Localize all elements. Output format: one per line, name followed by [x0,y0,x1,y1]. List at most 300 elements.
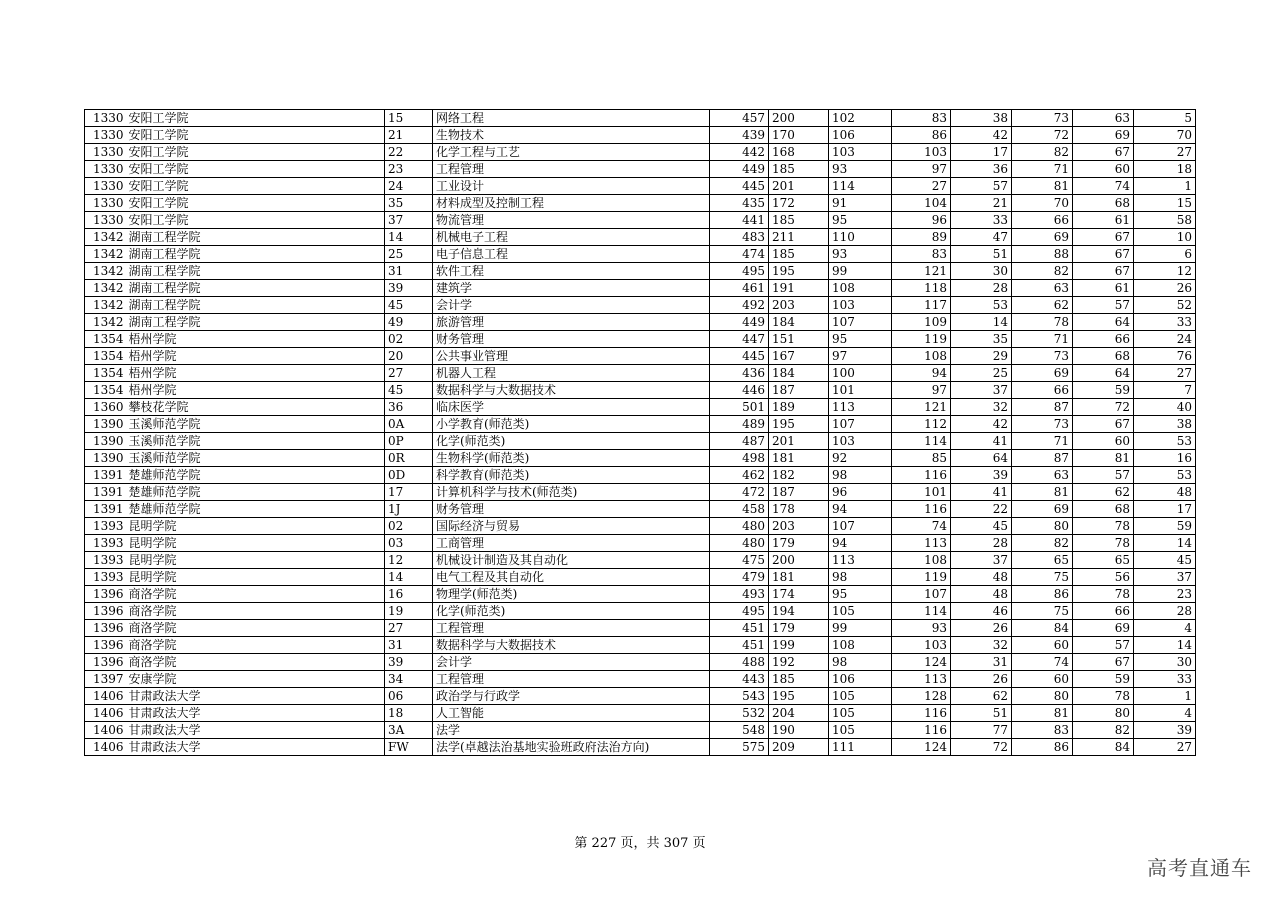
col-score-e-cell: 62 [1012,297,1073,314]
col-score-a-cell: 190 [769,722,829,739]
col-score-e-cell: 66 [1012,212,1073,229]
col-score-e-cell: 81 [1012,484,1073,501]
school-name-cell: 梧州学院 [127,382,385,399]
col-score-c-cell: 89 [892,229,951,246]
major-code-cell: 25 [385,246,433,263]
total-score-cell: 498 [710,450,769,467]
col-score-b-cell: 101 [829,382,892,399]
col-score-b-cell: 96 [829,484,892,501]
col-count-cell: 16 [1134,450,1196,467]
col-score-b-cell: 107 [829,416,892,433]
col-count-cell: 4 [1134,705,1196,722]
table-row [85,178,1196,195]
major-name-cell: 材料成型及控制工程 [433,195,710,212]
col-score-e-cell: 69 [1012,229,1073,246]
table-row [85,314,1196,331]
col-score-f-cell: 67 [1073,246,1134,263]
table-row [85,433,1196,450]
col-score-b-cell: 107 [829,518,892,535]
col-score-d-cell: 36 [951,161,1012,178]
col-score-d-cell: 26 [951,671,1012,688]
col-score-b-cell: 113 [829,552,892,569]
col-score-d-cell: 30 [951,263,1012,280]
col-score-c-cell: 74 [892,518,951,535]
col-score-b-cell: 94 [829,535,892,552]
total-score-cell: 445 [710,348,769,365]
col-score-b-cell: 106 [829,671,892,688]
major-name-cell: 工商管理 [433,535,710,552]
col-score-a-cell: 170 [769,127,829,144]
col-score-e-cell: 82 [1012,263,1073,280]
school-name-cell: 甘肃政法大学 [127,739,385,756]
col-score-c-cell: 124 [892,654,951,671]
col-score-e-cell: 87 [1012,450,1073,467]
school-code-cell: 1354 [85,331,127,348]
col-score-e-cell: 74 [1012,654,1073,671]
total-score-cell: 439 [710,127,769,144]
col-count-cell: 14 [1134,535,1196,552]
col-score-a-cell: 194 [769,603,829,620]
major-code-cell: 39 [385,280,433,297]
school-name-cell: 商洛学院 [127,637,385,654]
col-score-b-cell: 105 [829,688,892,705]
major-name-cell: 数据科学与大数据技术 [433,637,710,654]
major-code-cell: 20 [385,348,433,365]
school-name-cell: 安阳工学院 [127,178,385,195]
school-name-cell: 湖南工程学院 [127,297,385,314]
major-code-cell: 16 [385,586,433,603]
col-count-cell: 70 [1134,127,1196,144]
col-score-b-cell: 100 [829,365,892,382]
col-score-b-cell: 98 [829,654,892,671]
school-name-cell: 商洛学院 [127,654,385,671]
col-score-d-cell: 77 [951,722,1012,739]
major-code-cell: 02 [385,518,433,535]
col-score-a-cell: 167 [769,348,829,365]
col-score-c-cell: 101 [892,484,951,501]
table-row [85,552,1196,569]
col-score-a-cell: 185 [769,161,829,178]
school-code-cell: 1406 [85,739,127,756]
col-score-f-cell: 69 [1073,620,1134,637]
table-row [85,331,1196,348]
col-score-a-cell: 201 [769,178,829,195]
col-score-e-cell: 83 [1012,722,1073,739]
table-row [85,246,1196,263]
school-code-cell: 1342 [85,263,127,280]
col-score-c-cell: 116 [892,467,951,484]
col-score-d-cell: 28 [951,535,1012,552]
major-name-cell: 机械电子工程 [433,229,710,246]
col-score-f-cell: 72 [1073,399,1134,416]
major-code-cell: 23 [385,161,433,178]
col-score-c-cell: 83 [892,246,951,263]
school-code-cell: 1393 [85,535,127,552]
col-score-f-cell: 68 [1073,195,1134,212]
total-score-cell: 474 [710,246,769,263]
col-score-b-cell: 103 [829,433,892,450]
table-row [85,450,1196,467]
col-score-d-cell: 62 [951,688,1012,705]
total-score-cell: 451 [710,637,769,654]
col-score-a-cell: 200 [769,552,829,569]
col-count-cell: 15 [1134,195,1196,212]
table-row [85,484,1196,501]
col-score-f-cell: 78 [1073,518,1134,535]
col-score-e-cell: 69 [1012,365,1073,382]
table-row [85,637,1196,654]
col-score-c-cell: 27 [892,178,951,195]
col-score-d-cell: 42 [951,127,1012,144]
col-count-cell: 33 [1134,671,1196,688]
school-code-cell: 1390 [85,433,127,450]
col-score-c-cell: 121 [892,399,951,416]
total-score-cell: 462 [710,467,769,484]
col-score-f-cell: 80 [1073,705,1134,722]
school-code-cell: 1393 [85,552,127,569]
col-score-c-cell: 117 [892,297,951,314]
table-row [85,144,1196,161]
col-score-f-cell: 67 [1073,263,1134,280]
col-count-cell: 27 [1134,365,1196,382]
col-score-d-cell: 38 [951,110,1012,127]
total-score-cell: 449 [710,161,769,178]
school-name-cell: 商洛学院 [127,586,385,603]
col-score-c-cell: 104 [892,195,951,212]
table-row [85,127,1196,144]
table-row [85,722,1196,739]
col-score-f-cell: 68 [1073,501,1134,518]
col-score-c-cell: 97 [892,382,951,399]
major-code-cell: 37 [385,212,433,229]
col-score-f-cell: 78 [1073,688,1134,705]
table-row [85,280,1196,297]
major-code-cell: 12 [385,552,433,569]
school-name-cell: 湖南工程学院 [127,263,385,280]
col-score-d-cell: 33 [951,212,1012,229]
school-name-cell: 楚雄师范学院 [127,484,385,501]
school-code-cell: 1342 [85,297,127,314]
table-row [85,535,1196,552]
col-score-f-cell: 62 [1073,484,1134,501]
col-score-a-cell: 200 [769,110,829,127]
school-name-cell: 玉溪师范学院 [127,416,385,433]
table-row [85,348,1196,365]
col-count-cell: 45 [1134,552,1196,569]
major-name-cell: 国际经济与贸易 [433,518,710,535]
major-name-cell: 物理学(师范类) [433,586,710,603]
col-score-d-cell: 53 [951,297,1012,314]
col-count-cell: 27 [1134,739,1196,756]
col-score-b-cell: 95 [829,586,892,603]
school-name-cell: 楚雄师范学院 [127,467,385,484]
col-score-f-cell: 64 [1073,314,1134,331]
col-count-cell: 1 [1134,688,1196,705]
major-name-cell: 化学(师范类) [433,433,710,450]
major-code-cell: 18 [385,705,433,722]
col-score-a-cell: 187 [769,382,829,399]
school-name-cell: 甘肃政法大学 [127,705,385,722]
col-score-f-cell: 60 [1073,433,1134,450]
col-score-f-cell: 67 [1073,229,1134,246]
col-score-f-cell: 74 [1073,178,1134,195]
col-score-d-cell: 47 [951,229,1012,246]
col-score-e-cell: 86 [1012,739,1073,756]
school-code-cell: 1330 [85,144,127,161]
col-score-d-cell: 42 [951,416,1012,433]
col-score-e-cell: 81 [1012,705,1073,722]
school-name-cell: 湖南工程学院 [127,246,385,263]
col-score-e-cell: 75 [1012,569,1073,586]
total-score-cell: 501 [710,399,769,416]
col-score-b-cell: 103 [829,144,892,161]
col-score-e-cell: 69 [1012,501,1073,518]
col-score-b-cell: 106 [829,127,892,144]
col-count-cell: 59 [1134,518,1196,535]
col-score-a-cell: 178 [769,501,829,518]
school-code-cell: 1393 [85,569,127,586]
col-score-e-cell: 82 [1012,535,1073,552]
col-score-b-cell: 105 [829,705,892,722]
col-count-cell: 18 [1134,161,1196,178]
school-name-cell: 梧州学院 [127,331,385,348]
col-score-e-cell: 65 [1012,552,1073,569]
col-count-cell: 28 [1134,603,1196,620]
col-score-f-cell: 67 [1073,144,1134,161]
col-score-c-cell: 103 [892,144,951,161]
school-code-cell: 1330 [85,195,127,212]
total-score-cell: 479 [710,569,769,586]
col-score-d-cell: 48 [951,569,1012,586]
admission-score-table [84,109,1196,756]
col-score-c-cell: 94 [892,365,951,382]
col-score-a-cell: 181 [769,569,829,586]
col-score-a-cell: 184 [769,365,829,382]
col-score-e-cell: 75 [1012,603,1073,620]
total-score-cell: 532 [710,705,769,722]
col-score-a-cell: 195 [769,416,829,433]
col-score-a-cell: 179 [769,620,829,637]
col-score-c-cell: 124 [892,739,951,756]
watermark-logo: 高考直通车 [1147,856,1252,880]
major-code-cell: 0D [385,467,433,484]
total-score-cell: 436 [710,365,769,382]
school-code-cell: 1330 [85,110,127,127]
school-name-cell: 昆明学院 [127,552,385,569]
school-code-cell: 1397 [85,671,127,688]
col-score-c-cell: 107 [892,586,951,603]
col-score-b-cell: 98 [829,569,892,586]
total-score-cell: 575 [710,739,769,756]
school-name-cell: 攀枝花学院 [127,399,385,416]
school-code-cell: 1354 [85,348,127,365]
school-name-cell: 安阳工学院 [127,144,385,161]
col-score-a-cell: 191 [769,280,829,297]
school-name-cell: 昆明学院 [127,569,385,586]
school-code-cell: 1396 [85,603,127,620]
col-score-e-cell: 73 [1012,416,1073,433]
school-code-cell: 1342 [85,246,127,263]
school-name-cell: 昆明学院 [127,535,385,552]
school-name-cell: 湖南工程学院 [127,280,385,297]
col-score-c-cell: 116 [892,705,951,722]
total-score-cell: 548 [710,722,769,739]
table-row [85,671,1196,688]
col-count-cell: 39 [1134,722,1196,739]
col-score-c-cell: 113 [892,671,951,688]
school-code-cell: 1342 [85,229,127,246]
total-score-cell: 435 [710,195,769,212]
major-name-cell: 会计学 [433,297,710,314]
col-count-cell: 58 [1134,212,1196,229]
col-score-e-cell: 73 [1012,110,1073,127]
col-score-d-cell: 41 [951,484,1012,501]
school-name-cell: 玉溪师范学院 [127,433,385,450]
col-score-f-cell: 68 [1073,348,1134,365]
major-code-cell: 03 [385,535,433,552]
school-code-cell: 1390 [85,450,127,467]
school-code-cell: 1360 [85,399,127,416]
col-score-e-cell: 63 [1012,467,1073,484]
col-score-f-cell: 57 [1073,637,1134,654]
table-row [85,501,1196,518]
col-score-a-cell: 181 [769,450,829,467]
major-code-cell: 1J [385,501,433,518]
table-row [85,586,1196,603]
col-score-e-cell: 72 [1012,127,1073,144]
col-score-e-cell: 80 [1012,518,1073,535]
col-score-b-cell: 107 [829,314,892,331]
school-code-cell: 1391 [85,484,127,501]
major-code-cell: 02 [385,331,433,348]
col-score-c-cell: 97 [892,161,951,178]
school-code-cell: 1354 [85,382,127,399]
major-name-cell: 生物技术 [433,127,710,144]
major-name-cell: 工程管理 [433,671,710,688]
major-name-cell: 生物科学(师范类) [433,450,710,467]
school-code-cell: 1406 [85,688,127,705]
total-score-cell: 487 [710,433,769,450]
major-name-cell: 电子信息工程 [433,246,710,263]
major-name-cell: 软件工程 [433,263,710,280]
col-score-c-cell: 118 [892,280,951,297]
col-score-e-cell: 71 [1012,161,1073,178]
col-score-e-cell: 78 [1012,314,1073,331]
total-score-cell: 489 [710,416,769,433]
col-score-d-cell: 57 [951,178,1012,195]
col-count-cell: 30 [1134,654,1196,671]
col-score-e-cell: 71 [1012,433,1073,450]
col-count-cell: 10 [1134,229,1196,246]
col-score-a-cell: 185 [769,671,829,688]
school-name-cell: 安阳工学院 [127,195,385,212]
col-score-d-cell: 39 [951,467,1012,484]
col-count-cell: 4 [1134,620,1196,637]
col-score-d-cell: 51 [951,705,1012,722]
col-score-e-cell: 70 [1012,195,1073,212]
major-code-cell: 21 [385,127,433,144]
col-score-c-cell: 86 [892,127,951,144]
col-score-d-cell: 51 [951,246,1012,263]
major-name-cell: 网络工程 [433,110,710,127]
total-score-cell: 480 [710,518,769,535]
col-score-f-cell: 78 [1073,535,1134,552]
page-number: 第 227 页，共 307 页 [574,836,706,851]
major-code-cell: 27 [385,365,433,382]
major-name-cell: 物流管理 [433,212,710,229]
col-count-cell: 48 [1134,484,1196,501]
col-score-c-cell: 114 [892,433,951,450]
col-score-f-cell: 81 [1073,450,1134,467]
col-score-a-cell: 184 [769,314,829,331]
col-score-f-cell: 60 [1073,161,1134,178]
total-score-cell: 493 [710,586,769,603]
col-score-b-cell: 102 [829,110,892,127]
col-score-f-cell: 66 [1073,603,1134,620]
col-score-b-cell: 95 [829,331,892,348]
school-code-cell: 1330 [85,178,127,195]
total-score-cell: 472 [710,484,769,501]
col-score-b-cell: 105 [829,603,892,620]
major-code-cell: 0P [385,433,433,450]
total-score-cell: 495 [710,603,769,620]
col-score-b-cell: 99 [829,620,892,637]
col-score-d-cell: 35 [951,331,1012,348]
table-row [85,212,1196,229]
col-score-c-cell: 128 [892,688,951,705]
school-name-cell: 甘肃政法大学 [127,688,385,705]
col-score-c-cell: 108 [892,348,951,365]
col-count-cell: 26 [1134,280,1196,297]
major-code-cell: 31 [385,263,433,280]
major-name-cell: 小学教育(师范类) [433,416,710,433]
school-code-cell: 1396 [85,654,127,671]
school-name-cell: 安阳工学院 [127,127,385,144]
table-row [85,654,1196,671]
major-name-cell: 临床医学 [433,399,710,416]
table-row [85,195,1196,212]
major-code-cell: 14 [385,229,433,246]
col-score-e-cell: 63 [1012,280,1073,297]
school-code-cell: 1330 [85,212,127,229]
table-row [85,399,1196,416]
col-score-d-cell: 46 [951,603,1012,620]
col-count-cell: 38 [1134,416,1196,433]
table-row [85,620,1196,637]
col-score-b-cell: 93 [829,246,892,263]
col-count-cell: 40 [1134,399,1196,416]
col-score-e-cell: 80 [1012,688,1073,705]
major-name-cell: 人工智能 [433,705,710,722]
major-name-cell: 机器人工程 [433,365,710,382]
major-name-cell: 法学(卓越法治基地实验班政府法治方向) [433,739,710,756]
col-score-d-cell: 37 [951,552,1012,569]
total-score-cell: 446 [710,382,769,399]
col-count-cell: 1 [1134,178,1196,195]
col-score-e-cell: 87 [1012,399,1073,416]
school-name-cell: 安阳工学院 [127,212,385,229]
col-count-cell: 7 [1134,382,1196,399]
col-score-a-cell: 185 [769,246,829,263]
col-score-a-cell: 185 [769,212,829,229]
col-score-d-cell: 32 [951,637,1012,654]
col-score-b-cell: 108 [829,280,892,297]
col-score-e-cell: 84 [1012,620,1073,637]
school-name-cell: 甘肃政法大学 [127,722,385,739]
col-score-e-cell: 88 [1012,246,1073,263]
col-score-b-cell: 110 [829,229,892,246]
col-score-d-cell: 28 [951,280,1012,297]
